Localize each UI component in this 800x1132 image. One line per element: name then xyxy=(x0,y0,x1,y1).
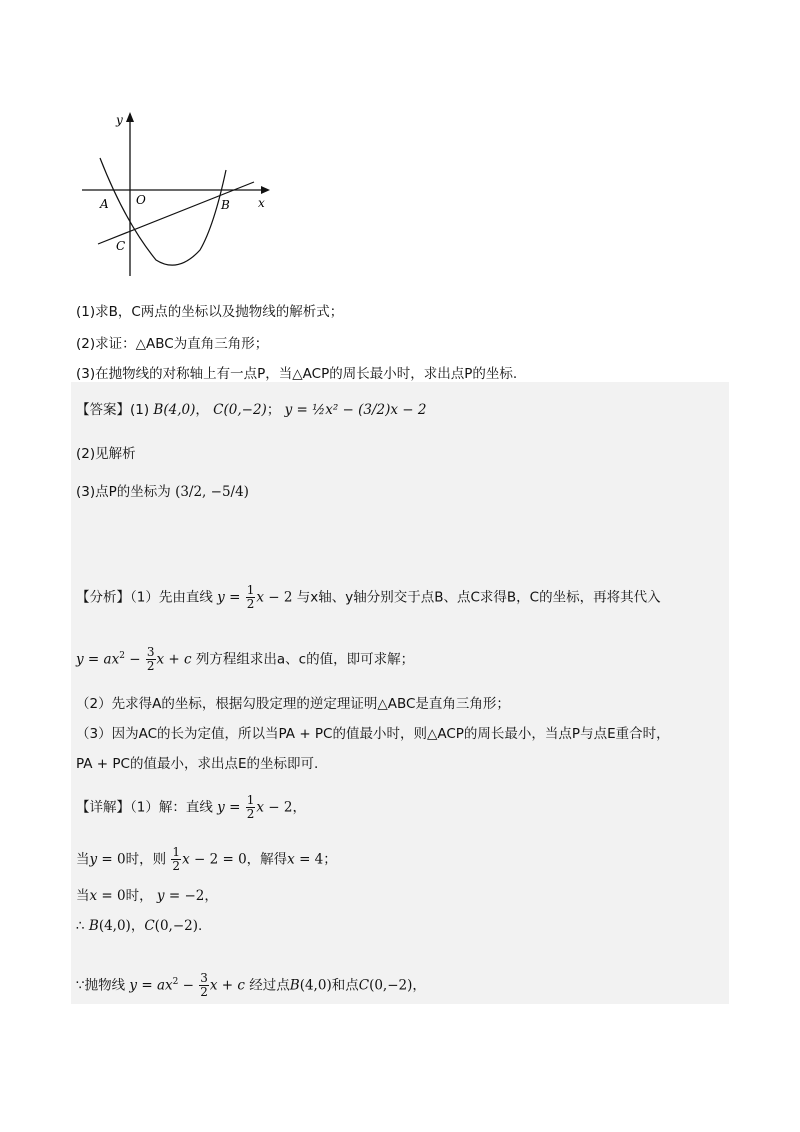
detail-label: 【详解】 xyxy=(76,799,130,816)
label-a: A xyxy=(100,197,109,211)
detail-d2-a: 当 xyxy=(76,851,90,868)
label-x: x xyxy=(258,196,265,210)
answer-1-b: B(4,0) xyxy=(153,402,196,418)
line-bc xyxy=(98,182,254,244)
analysis-p1-a: （1）先由直线 xyxy=(130,589,213,606)
detail-d2-c: ，解得 xyxy=(246,851,288,868)
question-3: (3)在抛物线的对称轴上有一点P，当△ACP的周长最小时，求出点P的坐标. xyxy=(76,366,518,382)
x-axis-arrow xyxy=(261,186,270,194)
detail-d1: （1）解：直线 xyxy=(130,799,213,816)
analysis-p3-a: （3）因为AC的长为定值，所以当PA + PC的值最小时，则△ACP的周长最小，当点P与点E重合时， xyxy=(76,726,670,742)
detail-d5-a: ∵抛物线 xyxy=(76,977,126,994)
label-y: y xyxy=(116,113,123,127)
detail-d5-c: 和点 xyxy=(331,977,359,994)
parabola-figure xyxy=(78,110,278,280)
therefore-symbol: ∴ xyxy=(76,918,85,934)
question-1: (1)求B，C两点的坐标以及抛物线的解析式； xyxy=(76,304,344,320)
analysis-p1-b: 与x轴、y轴分别交于点B、点C求得B，C的坐标，再将其代入 xyxy=(296,589,661,606)
analysis-line-2: $y = ax^2$ − $\frac{3}{2}$ x + c 列方程组求出a、c的值，即可求解； xyxy=(76,645,415,673)
answer-2: (2)见解析 xyxy=(76,446,136,462)
answer-3-value: (3/2, −5/4) xyxy=(175,484,249,500)
detail-d3-a: 当 xyxy=(76,888,90,904)
answer-1-eq: y = ½x² − (3/2)x − 2 xyxy=(284,402,427,418)
answer-3-text: (3)点P的坐标为 xyxy=(76,484,171,500)
answer-1-prefix: (1) xyxy=(130,402,150,418)
answer-1-c: C(0,−2) xyxy=(213,402,267,418)
answer-line-1: 【答案】(1) B(4,0)， C(0,−2)； y = ½x² − (3/2)x − 2 xyxy=(76,402,427,418)
detail-line-2: 当y = 0时，则 $\frac{1}{2}$ x − 2 = 0，解得x = 4； xyxy=(76,845,337,873)
label-c: C xyxy=(116,239,126,253)
analysis-p3-b: PA + PC的值最小，求出点E的坐标即可. xyxy=(76,756,319,772)
label-b: B xyxy=(221,198,230,212)
detail-line-3: 当x = 0时， y = −2， xyxy=(76,888,218,904)
detail-line-1: 【详解】（1）解：直线 y = $\frac{1}{2}$ x − 2， xyxy=(76,793,306,821)
answer-label: 【答案】 xyxy=(76,402,130,418)
detail-line-4: ∴ B(4,0)，C(0,−2). xyxy=(76,918,203,934)
label-o: O xyxy=(136,193,146,207)
analysis-line-1: 【分析】（1）先由直线 y = $\frac{1}{2}$ x − 2 与x轴、y轴分别交于点B、点C求得B，C的坐标，再将其代入 xyxy=(76,583,661,611)
analysis-p2: （2）先求得A的坐标，根据勾股定理的逆定理证明△ABC是直角三角形； xyxy=(76,696,510,712)
analysis-label: 【分析】 xyxy=(76,589,130,606)
detail-d5-b: 经过点 xyxy=(249,977,290,994)
y-axis-arrow xyxy=(126,112,134,122)
answer-line-3 xyxy=(76,480,249,500)
detail-d3-b: 时， xyxy=(125,888,153,904)
detail-d2-b: 时，则 xyxy=(125,851,167,868)
analysis-p1-c: 列方程组求出a、c的值，即可求解； xyxy=(195,651,415,668)
question-2: (2)求证：△ABC为直角三角形； xyxy=(76,336,269,352)
detail-line-5: ∵抛物线 $y = ax^2$ − $\frac{3}{2}$ x + c 经过点B(4,0)和点C(0,−2)， xyxy=(76,971,426,999)
